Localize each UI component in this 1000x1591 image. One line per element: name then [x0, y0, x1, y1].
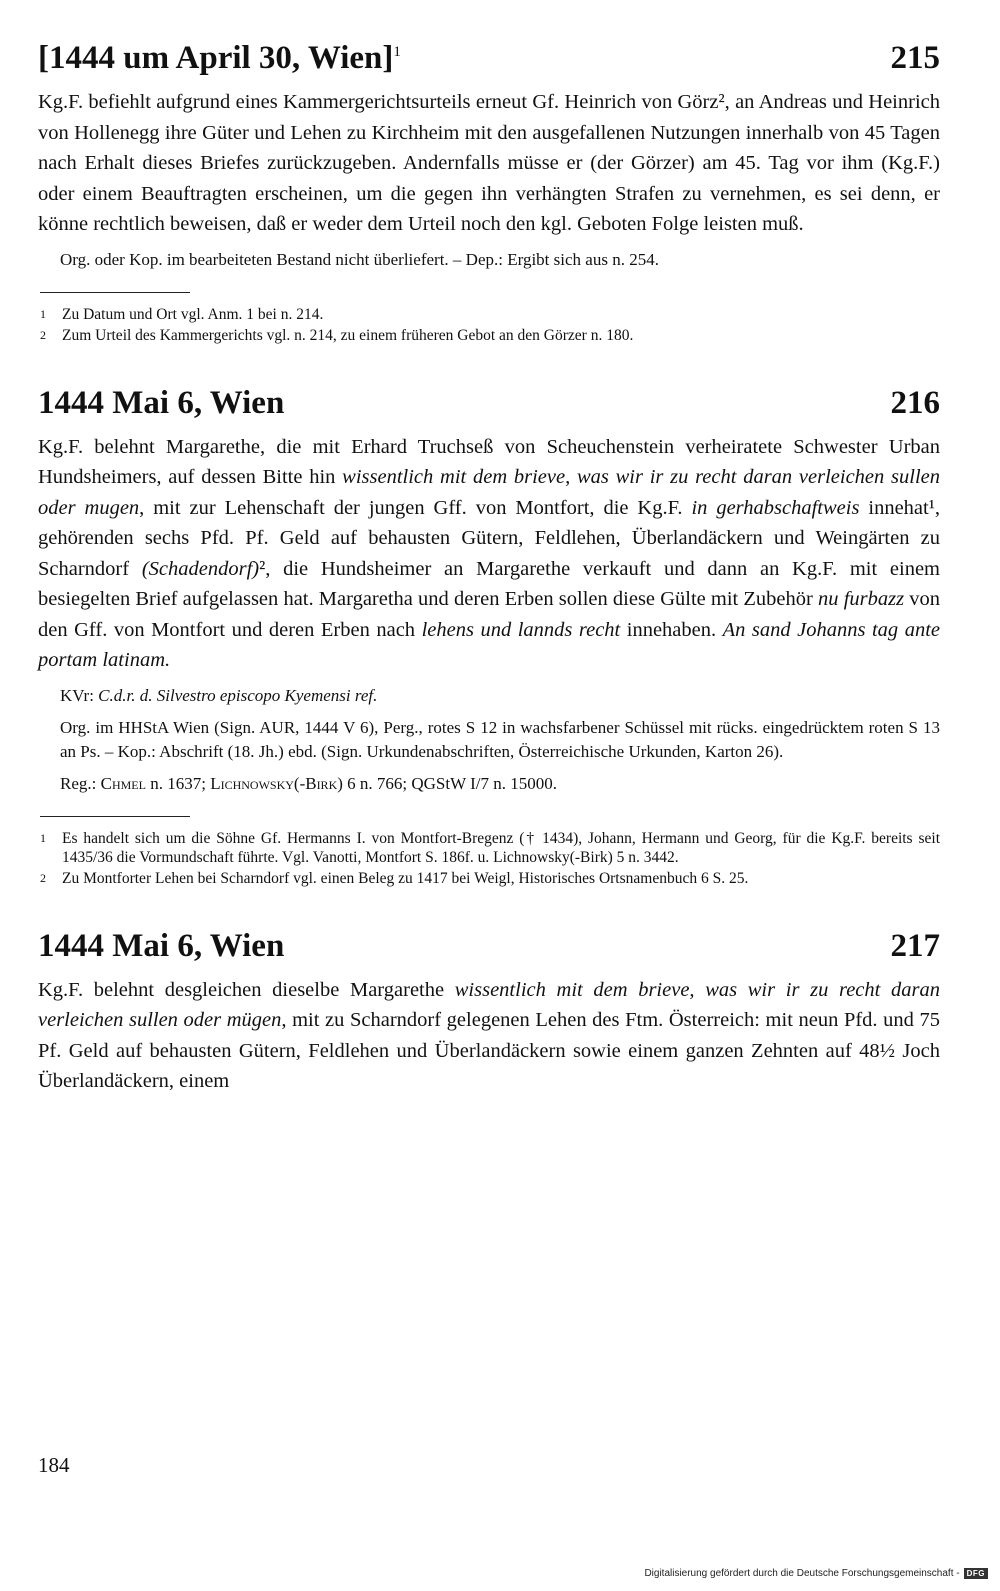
kvr-note: KVr: C.d.r. d. Silvestro episcopo Kyemensi ref. [60, 685, 378, 705]
entry-body: Kg.F. befiehlt aufgrund eines Kammergerichtsurteils erneut Gf. Heinrich von Görz², an Andreas und Heinrich von Hollenegg ihre Güter und Lehen zu Kirchheim mit den ausgefallenen Nutzungen innerhalb von 45 Tagen nach Erhalt dieses Briefes zurückzugeben. Andernfalls müsse er (der Görzer) am 45. Tag vor ihm (Kg.F.) oder einem Beauftragten erscheinen, um die gegen ihn verhängten Strafen zu vernehmen, es sei denn, er könne rechtlich beweisen, daß er weder dem Urteil noch den kgl. Geboten Folge leisten muß. [38, 91, 940, 235]
entry-215 [38, 40, 940, 345]
page-number: 184 [38, 1453, 70, 1477]
entry-number: 216 [890, 384, 940, 421]
entry-date: [1444 um April 30, Wien]$^1$ [38, 40, 401, 76]
footnote-divider [40, 816, 190, 817]
footnote: 2 Zu Montforter Lehen bei Scharndorf vgl. einen Beleg zu 1417 bei Weigl, Historisches Ortsnamenbuch 6 S. 25. [40, 869, 749, 887]
entry-216 [38, 385, 940, 888]
entry-217 [38, 928, 940, 1097]
footnote-divider [40, 292, 190, 293]
regest-note: Reg.: Chmel n. 1637; Lichnowsky(-Birk) 6 n. 766; QGStW I/7 n. 15000. [60, 773, 557, 793]
entry-body: Kg.F. belehnt Margarethe, die mit Erhard Truchseß von Scheuchenstein verheiratete Schwester Urban Hundsheimers, auf dessen Bitte hin wissentlich mit dem brieve, was wir ir zu recht daran verleichen sullen oder mugen, mit zur Lehenschaft der jungen Gff. von Montfort, die Kg.F. in gerhabschaftweis innehat¹, gehörenden sechs Pfd. Pf. Geld auf behausten Gütern, Feldlehen, Überlandäckern und Weingärten zu Scharndorf (Schadendorf)², die Hundsheimer an Margarethe verkauft und dann an Kg.F. mit einem besiegelten Brief aufgelassen hat. Margaretha und deren Erben sollen diese Gülte mit Zubehör nu furbazz von den Gff. von Montfort und deren Erben nach lehens und lannds recht innehaben. An sand Johanns tag ante portam latinam. [38, 435, 940, 671]
entry-header [38, 928, 940, 965]
entry-number: 217 [890, 927, 940, 964]
digitization-credit: Digitalisierung gefördert durch die Deutsche Forschungsgemeinschaft - DFG [644, 1568, 988, 1579]
entry-date: 1444 Mai 6, Wien [38, 927, 285, 964]
source-note: Org. oder Kop. im bearbeiteten Bestand nicht überliefert. – Dep.: Ergibt sich aus n. 254. [60, 249, 659, 269]
page-content [38, 40, 940, 1123]
entry-body: Kg.F. belehnt desgleichen dieselbe Margarethe wissentlich mit dem brieve, was wir ir zu recht daran verleichen sullen oder mügen, mit zu Scharndorf gelegenen Lehen des Ftm. Österreich: mit neun Pfd. und 75 Pf. Geld auf behausten Gütern, Feldlehen und Überlandäckern sowie einem ganzen Zehnten auf 48½ Joch Überlandäckern, einem [38, 978, 940, 1092]
footnote: 1 Zu Datum und Ort vgl. Anm. 1 bei n. 214. [40, 305, 324, 323]
source-note: Org. im HHStA Wien (Sign. AUR, 1444 V 6), Perg., rotes S 12 in wachsfarbener Schüssel mit rücks. eingedrücktem roten S 13 an Ps. – Kop.: Abschrift (18. Jh.) ebd. (Sign. Urkundenabschriften, Österreichische Urkunden, Karton 26). [60, 717, 940, 761]
footnote: 2 Zum Urteil des Kammergerichts vgl. n. 214, zu einem früheren Gebot an den Görzer n. 180. [40, 326, 634, 344]
entry-number: 215 [890, 40, 940, 76]
entry-date: 1444 Mai 6, Wien [38, 384, 285, 421]
entry-header [38, 40, 940, 77]
entry-header [38, 385, 940, 422]
dfg-logo-icon: DFG [964, 1568, 988, 1579]
footnote: 1 Es handelt sich um die Söhne Gf. Hermanns I. von Montfort-Bregenz († 1434), Johann, Hermann und Georg, für die Kg.F. bereits seit 1435/36 die Vormundschaft führte. Vgl. Vanotti, Montfort S. 186f. u. Lichnowsky(-Birk) 5 n. 3442. [40, 829, 940, 866]
